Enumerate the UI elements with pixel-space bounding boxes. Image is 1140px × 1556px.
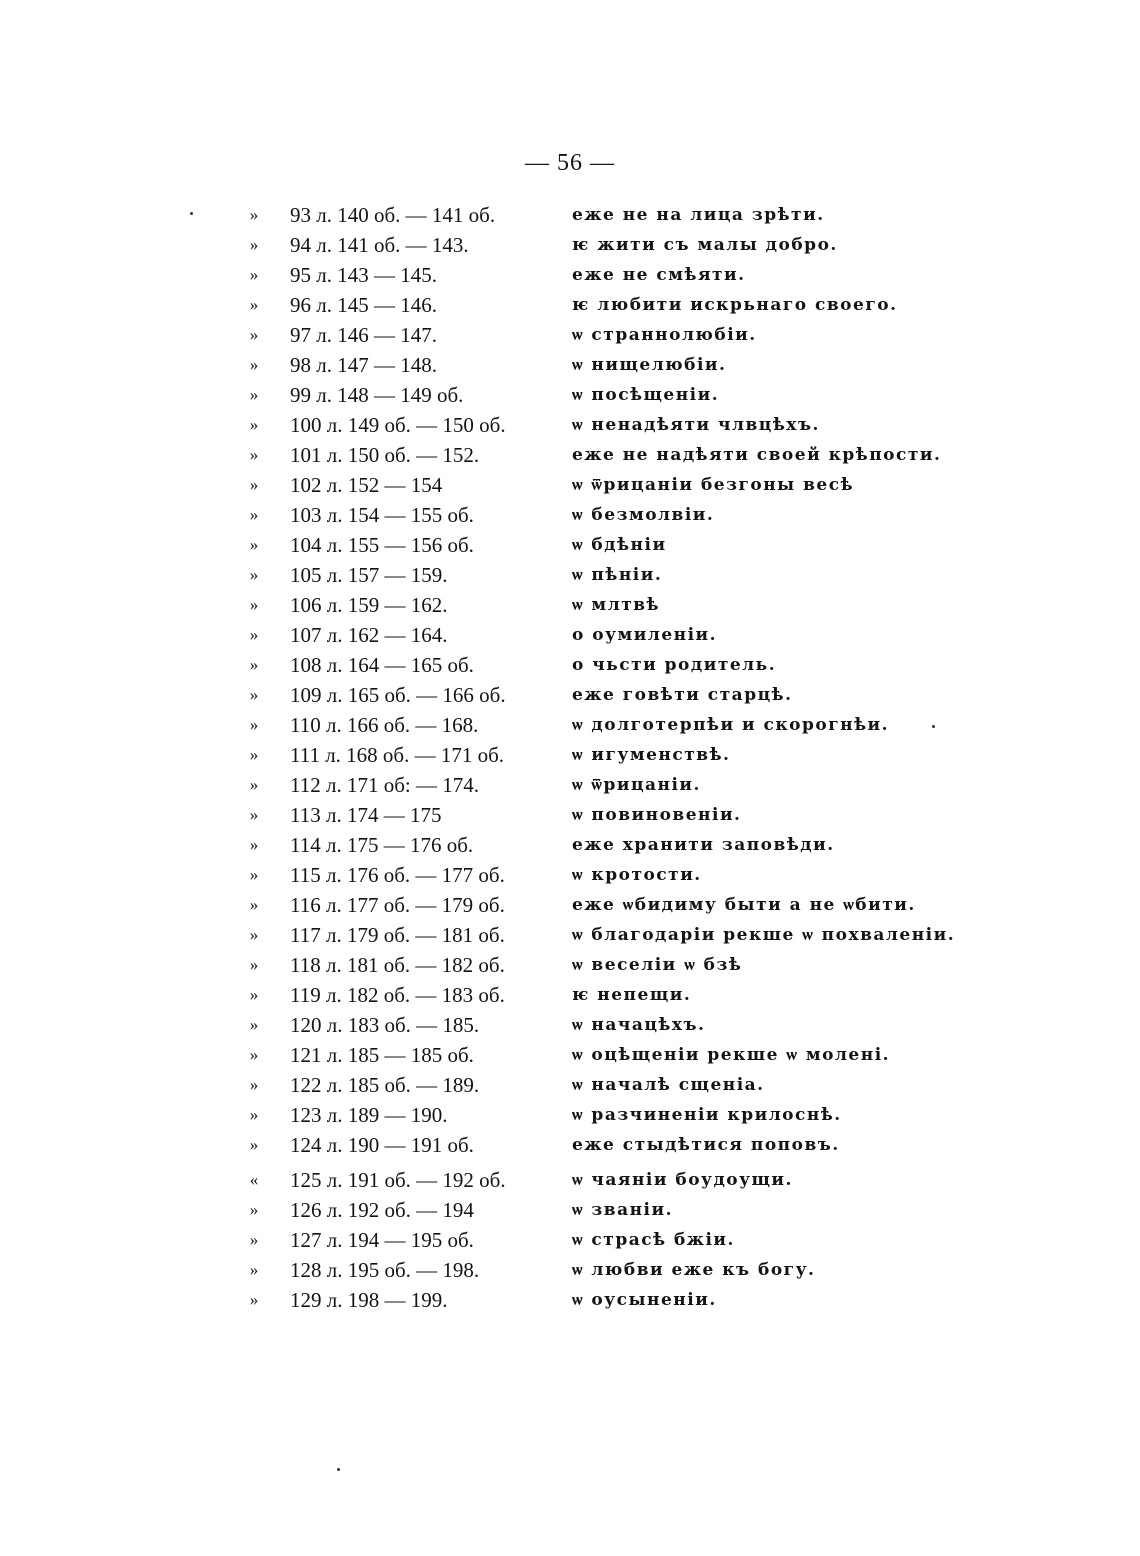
ditto-marker: »: [249, 1075, 259, 1094]
folio-reference: 114 л. 175 — 176 об.: [290, 833, 474, 857]
folio-reference: 123 л. 189 — 190.: [290, 1103, 448, 1127]
folio-reference: 98 л. 147 — 148.: [290, 353, 437, 377]
folio-reference: 129 л. 198 — 199.: [290, 1288, 448, 1312]
chapter-title: ѡ игуменствѣ.: [572, 745, 731, 765]
chapter-title: ѡ любви еже къ богу.: [572, 1260, 816, 1280]
chapter-title: еже говѣти старцѣ.: [572, 685, 793, 705]
toc-entry: [0, 1040, 1140, 1070]
toc-entry: [0, 1225, 1140, 1255]
chapter-title: еже стыдѣтися поповъ.: [572, 1135, 840, 1155]
toc-entry: [0, 950, 1140, 980]
ditto-marker: »: [249, 295, 259, 314]
print-speck: [932, 725, 935, 728]
folio-reference: 111 л. 168 об. — 171 об.: [290, 743, 505, 767]
ditto-marker: »: [249, 805, 259, 824]
chapter-title: ѡ повиновеніи.: [572, 805, 742, 825]
ditto-marker: »: [249, 1200, 259, 1219]
page-number: — 56 —: [525, 150, 615, 176]
toc-entry: [0, 680, 1140, 710]
folio-reference: 100 л. 149 об. — 150 об.: [290, 413, 506, 437]
chapter-title: ѡ оцѣщеніи рекше ѡ молені.: [572, 1045, 891, 1065]
toc-entry: [0, 650, 1140, 680]
chapter-title: ѡ нищелюбіи.: [572, 355, 727, 375]
ditto-marker: »: [249, 475, 259, 494]
chapter-title: ѡ благодаріи рекше ѡ похваленіи.: [572, 925, 956, 945]
toc-entry: [0, 770, 1140, 800]
toc-entry: [0, 800, 1140, 830]
chapter-title: ѡ ѿрицаніи безгоны весѣ: [572, 475, 855, 495]
print-speck: [190, 212, 193, 215]
chapter-title: ѡ оусыненіи.: [572, 1290, 717, 1310]
ditto-marker: »: [249, 715, 259, 734]
ditto-marker: »: [249, 355, 259, 374]
toc-entry: [0, 320, 1140, 350]
folio-reference: 115 л. 176 об. — 177 об.: [290, 863, 505, 887]
folio-reference: 106 л. 159 — 162.: [290, 593, 448, 617]
chapter-title: ѡ долготерпѣи и скорогнѣи.: [572, 715, 890, 735]
toc-entry: [0, 620, 1140, 650]
chapter-title: о оумиленіи.: [572, 625, 718, 645]
toc-entry: [0, 1130, 1140, 1160]
chapter-title: ѡ ненадѣяти члвцѣхъ.: [572, 415, 820, 435]
folio-reference: 121 л. 185 — 185 об.: [290, 1043, 474, 1067]
folio-reference: 101 л. 150 об. — 152.: [290, 443, 480, 467]
chapter-title: ѡ ѿрицаніи.: [572, 775, 701, 795]
folio-reference: 124 л. 190 — 191 об.: [290, 1133, 474, 1157]
folio-reference: 102 л. 152 — 154: [290, 473, 443, 497]
toc-entry: [0, 380, 1140, 410]
toc-entry: [0, 560, 1140, 590]
chapter-title: еже не смѣяти.: [572, 265, 746, 285]
chapter-title: ѥ любити искрьнаго своего.: [572, 295, 898, 315]
toc-entry: [0, 410, 1140, 440]
chapter-title: ѡ бдѣніи: [572, 535, 667, 555]
chapter-title: ѡ начацѣхъ.: [572, 1015, 706, 1035]
toc-entry: [0, 290, 1140, 320]
chapter-title: ѡ началѣ сщеніа.: [572, 1075, 765, 1095]
toc-entry: [0, 740, 1140, 770]
chapter-title: ѡ разчиненіи крилоснѣ.: [572, 1105, 842, 1125]
chapter-title: ѡ млтвѣ: [572, 595, 660, 615]
toc-entry: [0, 860, 1140, 890]
ditto-marker: »: [249, 1015, 259, 1034]
chapter-title: ѥ непещи.: [572, 985, 692, 1005]
folio-reference: 122 л. 185 об. — 189.: [290, 1073, 480, 1097]
toc-entry: [0, 890, 1140, 920]
folio-reference: 107 л. 162 — 164.: [290, 623, 448, 647]
chapter-title: ѡ пѣніи.: [572, 565, 663, 585]
ditto-marker: »: [249, 385, 259, 404]
toc-entry: [0, 230, 1140, 260]
ditto-marker: »: [249, 1230, 259, 1249]
ditto-marker: »: [249, 925, 259, 944]
folio-reference: 103 л. 154 — 155 об.: [290, 503, 474, 527]
chapter-title: о чьсти родитель.: [572, 655, 777, 675]
folio-reference: 93 л. 140 об. — 141 об.: [290, 203, 496, 227]
folio-reference: 96 л. 145 — 146.: [290, 293, 437, 317]
ditto-marker: »: [249, 685, 259, 704]
toc-entry: [0, 1195, 1140, 1225]
toc-entry: [0, 1165, 1140, 1195]
chapter-title: ѡ посѣщеніи.: [572, 385, 720, 405]
ditto-marker: »: [249, 535, 259, 554]
chapter-title: ѡ званіи.: [572, 1200, 674, 1220]
ditto-marker: »: [249, 1135, 259, 1154]
ditto-marker: »: [249, 445, 259, 464]
toc-entry: [0, 1010, 1140, 1040]
ditto-marker: »: [249, 655, 259, 674]
ditto-marker: »: [249, 895, 259, 914]
ditto-marker: »: [249, 985, 259, 1004]
toc-entry: [0, 530, 1140, 560]
toc-entry: [0, 980, 1140, 1010]
folio-reference: 95 л. 143 — 145.: [290, 263, 437, 287]
ditto-marker: »: [249, 1290, 259, 1309]
ditto-marker: »: [249, 235, 259, 254]
ditto-marker: »: [249, 265, 259, 284]
folio-reference: 118 л. 181 об. — 182 об.: [290, 953, 505, 977]
ditto-marker: »: [249, 835, 259, 854]
folio-reference: 109 л. 165 об. — 166 об.: [290, 683, 506, 707]
folio-reference: 112 л. 171 об: — 174.: [290, 773, 479, 797]
chapter-title: ѡ чаяніи боудоущи.: [572, 1170, 793, 1190]
chapter-title: еже ѡбидиму быти а не ѡбити.: [572, 895, 916, 915]
toc-entry: [0, 920, 1140, 950]
toc-entry: [0, 260, 1140, 290]
chapter-title: ѡ безмолвіи.: [572, 505, 715, 525]
folio-reference: 97 л. 146 — 147.: [290, 323, 437, 347]
ditto-marker: »: [249, 325, 259, 344]
chapter-title: ѡ веселіи ѡ бзѣ: [572, 955, 743, 975]
folio-reference: 94 л. 141 об. — 143.: [290, 233, 469, 257]
chapter-title: еже не надѣяти своей крѣпости.: [572, 445, 942, 465]
ditto-marker: »: [249, 865, 259, 884]
toc-entry: [0, 440, 1140, 470]
ditto-marker: »: [249, 595, 259, 614]
folio-reference: 105 л. 157 — 159.: [290, 563, 448, 587]
chapter-title: ѡ страннолюбіи.: [572, 325, 757, 345]
ditto-marker: »: [249, 565, 259, 584]
folio-reference: 110 л. 166 об. — 168.: [290, 713, 479, 737]
folio-reference: 126 л. 192 об. — 194: [290, 1198, 474, 1222]
folio-reference: 113 л. 174 — 175: [290, 803, 442, 827]
ditto-marker: »: [249, 1105, 259, 1124]
toc-entry: [0, 1255, 1140, 1285]
print-speck: [337, 1468, 340, 1471]
ditto-marker: »: [249, 775, 259, 794]
ditto-marker: »: [249, 955, 259, 974]
ditto-marker: »: [249, 1045, 259, 1064]
chapter-title: ѡ кротости.: [572, 865, 702, 885]
ditto-marker: »: [249, 205, 259, 224]
toc-entry: [0, 200, 1140, 230]
ditto-marker: »: [249, 625, 259, 644]
toc-entry: [0, 1100, 1140, 1130]
folio-reference: 120 л. 183 об. — 185.: [290, 1013, 480, 1037]
toc-entry: [0, 710, 1140, 740]
toc-entry: [0, 830, 1140, 860]
ditto-marker: »: [249, 415, 259, 434]
toc-entry: [0, 470, 1140, 500]
folio-reference: 116 л. 177 об. — 179 об.: [290, 893, 505, 917]
folio-reference: 127 л. 194 — 195 об.: [290, 1228, 474, 1252]
toc-entry: [0, 500, 1140, 530]
ditto-marker: »: [249, 505, 259, 524]
folio-reference: 99 л. 148 — 149 об.: [290, 383, 464, 407]
folio-reference: 117 л. 179 об. — 181 об.: [290, 923, 505, 947]
toc-entry: [0, 350, 1140, 380]
folio-reference: 108 л. 164 — 165 об.: [290, 653, 474, 677]
chapter-title: ѥ жити съ малы добро.: [572, 235, 838, 255]
toc-entry: [0, 1070, 1140, 1100]
folio-reference: 125 л. 191 об. — 192 об.: [290, 1168, 506, 1192]
ditto-marker: «: [249, 1170, 259, 1189]
toc-entry: [0, 1285, 1140, 1315]
toc-entry: [0, 590, 1140, 620]
folio-reference: 119 л. 182 об. — 183 об.: [290, 983, 505, 1007]
folio-reference: 104 л. 155 — 156 об.: [290, 533, 474, 557]
chapter-title: ѡ страсѣ бжіи.: [572, 1230, 735, 1250]
chapter-title: еже не на лица зрѣти.: [572, 205, 825, 225]
ditto-marker: »: [249, 1260, 259, 1279]
ditto-marker: »: [249, 745, 259, 764]
chapter-title: еже хранити заповѣди.: [572, 835, 835, 855]
folio-reference: 128 л. 195 об. — 198.: [290, 1258, 480, 1282]
